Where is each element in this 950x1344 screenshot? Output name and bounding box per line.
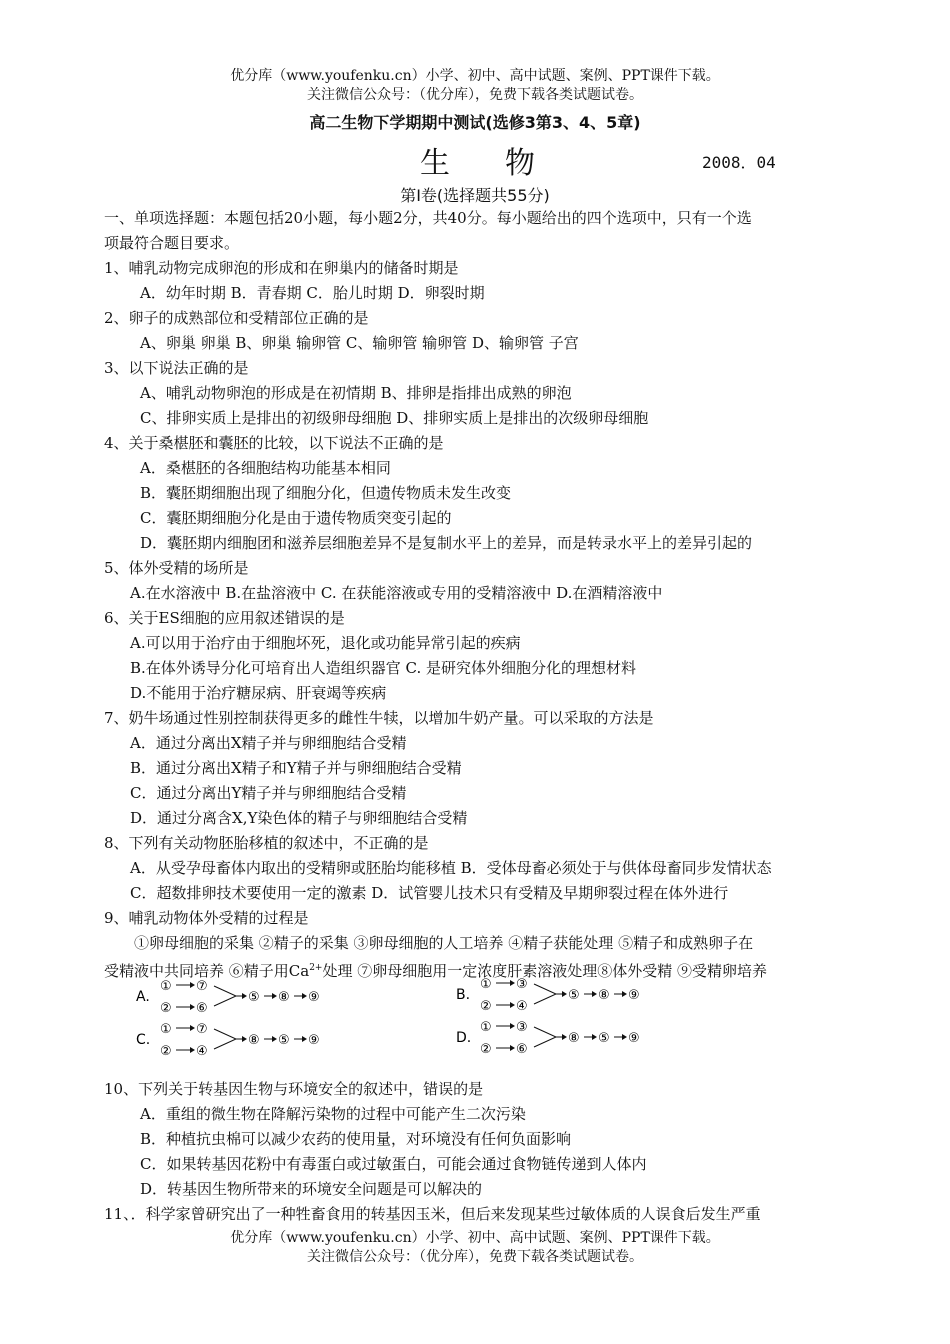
flow-node: ① bbox=[160, 979, 172, 994]
arrow-head bbox=[272, 993, 277, 999]
arrow-head bbox=[190, 982, 195, 988]
question-option: A、卵巢 卵巢 B、卵巢 输卵管 C、输卵管 输卵管 D、输卵管 子宫 bbox=[140, 334, 579, 352]
question-stem: 9、哺乳动物体外受精的过程是 bbox=[104, 909, 309, 927]
flow-node: ④ bbox=[516, 999, 528, 1014]
flow-node: ⑨ bbox=[308, 990, 320, 1005]
flow-node: ② bbox=[160, 1044, 172, 1059]
question-option: ①卵母细胞的采集 ②精子的采集 ③卵母细胞的人工培养 ④精子获能处理 ⑤精子和成熟卵子在 bbox=[134, 934, 754, 952]
question-stem: 8、下列有关动物胚胎移植的叙述中，不正确的是 bbox=[104, 834, 429, 852]
question-stem: 6、关于ES细胞的应用叙述错误的是 bbox=[104, 609, 345, 627]
question-option: A.可以用于治疗由于细胞坏死，退化或功能异常引起的疾病 bbox=[130, 634, 521, 652]
arrow-head bbox=[562, 991, 567, 997]
arrow-head bbox=[302, 993, 307, 999]
volume-title: 第Ⅰ卷(选择题共55分) bbox=[400, 186, 550, 205]
arrow-head bbox=[592, 1034, 597, 1040]
section-intro-line-1: 一、单项选择题：本题包括20小题，每小题2分，共40分。每小题给出的四个选项中，只有一个选 bbox=[104, 209, 752, 227]
question-option: A．通过分离出X精子并与卵细胞结合受精 bbox=[130, 734, 407, 752]
footer-line-1: 优分库（www.youfenku.cn）小学、初中、高中试题、案例、PPT课件下载。 bbox=[230, 1230, 720, 1246]
flow-node: ③ bbox=[516, 977, 528, 992]
question-option: D．囊胚期内细胞团和滋养层细胞差异不是复制水平上的差异，而是转录水平上的差异引起的 bbox=[140, 534, 753, 552]
arrow-head bbox=[510, 1023, 515, 1029]
question-option: A．从受孕母畜体内取出的受精卵或胚胎均能移植 B．受体母畜必须处于与供体母畜同步发情状态 bbox=[130, 859, 772, 877]
flow-diagram bbox=[132, 978, 332, 1020]
flow-node: ① bbox=[160, 1022, 172, 1037]
flow-node: ⑨ bbox=[628, 988, 640, 1003]
flow-node: ① bbox=[480, 977, 492, 992]
flow-node: ⑥ bbox=[516, 1042, 528, 1057]
question-option: D.不能用于治疗糖尿病、肝衰竭等疾病 bbox=[130, 684, 387, 702]
flow-diagram bbox=[452, 976, 652, 1018]
superscript: 2+ bbox=[309, 963, 323, 973]
question-option: B．通过分离出X精子和Y精子并与卵细胞结合受精 bbox=[130, 759, 462, 777]
option-text: 处理 ⑦卵母细胞用一定浓度肝素溶液处理⑧体外受精 ⑨受精卵培养 bbox=[322, 962, 768, 980]
question-option: A.在水溶液中 B.在盐溶液中 C. 在获能溶液或专用的受精溶液中 D.在酒精溶液中 bbox=[130, 584, 663, 602]
arrow-head bbox=[622, 1034, 627, 1040]
flow-node: ⑧ bbox=[568, 1031, 580, 1046]
question-option: C．通过分离出Y精子并与卵细胞结合受精 bbox=[130, 784, 407, 802]
question-stem: 3、以下说法正确的是 bbox=[104, 359, 249, 377]
question-stem: 4、关于桑椹胚和囊胚的比较，以下说法不正确的是 bbox=[104, 434, 444, 452]
question-stem: 10、下列关于转基因生物与环境安全的叙述中，错误的是 bbox=[104, 1080, 484, 1098]
question-option: D．转基因生物所带来的环境安全问题是可以解决的 bbox=[140, 1180, 483, 1198]
arrow-head bbox=[190, 1047, 195, 1053]
question-option: C、排卵实质上是排出的初级卵母细胞 D、排卵实质上是排出的次级卵母细胞 bbox=[140, 409, 649, 427]
arrow-head bbox=[562, 1034, 567, 1040]
question-stem: 1、哺乳动物完成卵泡的形成和在卵巢内的储备时期是 bbox=[104, 259, 459, 277]
question-option: A、哺乳动物卵泡的形成是在初情期 B、排卵是指排出成熟的卵泡 bbox=[140, 384, 572, 402]
flow-node: ① bbox=[480, 1020, 492, 1035]
question-option: D．通过分离含X,Y染色体的精子与卵细胞结合受精 bbox=[130, 809, 468, 827]
question-stem: 11、．科学家曾研究出了一种牲畜食用的转基因玉米，但后来发现某些过敏体质的人误食后发生严重 bbox=[104, 1205, 761, 1223]
flow-node: ⑧ bbox=[248, 1033, 260, 1048]
flow-node: ⑥ bbox=[196, 1001, 208, 1016]
q9-diagram-b bbox=[452, 976, 652, 1023]
diagram-label: B. bbox=[456, 987, 471, 1003]
subject-row bbox=[0, 138, 950, 181]
flow-node: ② bbox=[480, 1042, 492, 1057]
flow-node: ⑦ bbox=[196, 979, 208, 994]
footer-line-2: 关注微信公众号：（优分库），免费下载各类试题试卷。 bbox=[307, 1249, 643, 1265]
arrow-head bbox=[242, 993, 247, 999]
arrow-head bbox=[510, 980, 515, 986]
flow-node: ⑦ bbox=[196, 1022, 208, 1037]
section-intro-line-2: 项最符合题目要求。 bbox=[104, 234, 240, 252]
flow-node: ② bbox=[480, 999, 492, 1014]
question-stem: 2、卵子的成熟部位和受精部位正确的是 bbox=[104, 309, 369, 327]
arrow-head bbox=[272, 1036, 277, 1042]
flow-node: ⑧ bbox=[278, 990, 290, 1005]
exam-date: 2008．04 bbox=[702, 153, 776, 172]
merge-bracket bbox=[214, 1029, 236, 1049]
arrow-head bbox=[510, 1045, 515, 1051]
q9-diagram-d bbox=[452, 1019, 652, 1066]
question-stem: 5、体外受精的场所是 bbox=[104, 559, 249, 577]
option-text: 受精液中共同培养 ⑥精子用Ca bbox=[104, 962, 310, 980]
arrow-head bbox=[510, 1002, 515, 1008]
question-option: C．如果转基因花粉中有毒蛋白或过敏蛋白，可能会通过食物链传递到人体内 bbox=[140, 1155, 647, 1173]
flow-diagram bbox=[132, 1021, 332, 1063]
exam-title: 高二生物下学期期中测试(选修3第3、4、5章) bbox=[309, 113, 641, 132]
question-option: A．重组的微生物在降解污染物的过程中可能产生二次污染 bbox=[140, 1105, 526, 1123]
flow-node: ④ bbox=[196, 1044, 208, 1059]
flow-node: ⑧ bbox=[598, 988, 610, 1003]
q9-diagram-c bbox=[132, 1021, 332, 1068]
merge-bracket bbox=[534, 1027, 556, 1047]
flow-node: ⑤ bbox=[598, 1031, 610, 1046]
question-option: B．囊胚期细胞出现了细胞分化，但遗传物质未发生改变 bbox=[140, 484, 512, 502]
arrow-head bbox=[190, 1004, 195, 1010]
question-option: B．种植抗虫棉可以减少农药的使用量，对环境没有任何负面影响 bbox=[140, 1130, 572, 1148]
header-line-1: 优分库（www.youfenku.cn）小学、初中、高中试题、案例、PPT课件下载。 bbox=[230, 68, 720, 84]
merge-bracket bbox=[214, 986, 236, 1006]
question-option bbox=[104, 959, 767, 980]
question-option: B.在体外诱导分化可培育出人造组织器官 C. 是研究体外细胞分化的理想材料 bbox=[130, 659, 637, 677]
subject-char-2: 物 bbox=[505, 146, 535, 181]
flow-node: ⑤ bbox=[278, 1033, 290, 1048]
flow-node: ⑤ bbox=[248, 990, 260, 1005]
diagram-label: C. bbox=[136, 1032, 151, 1048]
question-option: C．囊胚期细胞分化是由于遗传物质突变引起的 bbox=[140, 509, 452, 527]
diagram-label: D. bbox=[456, 1030, 472, 1046]
arrow-head bbox=[302, 1036, 307, 1042]
flow-diagram bbox=[452, 1019, 652, 1061]
flow-node: ⑨ bbox=[628, 1031, 640, 1046]
merge-bracket bbox=[534, 984, 556, 1004]
question-option: C．超数排卵技术要使用一定的激素 D．试管婴儿技术只有受精及早期卵裂过程在体外进行 bbox=[130, 884, 729, 902]
flow-node: ⑤ bbox=[568, 988, 580, 1003]
flow-node: ② bbox=[160, 1001, 172, 1016]
arrow-head bbox=[622, 991, 627, 997]
arrow-head bbox=[592, 991, 597, 997]
header-line-2: 关注微信公众号：（优分库），免费下载各类试题试卷。 bbox=[307, 87, 643, 103]
question-stem: 7、奶牛场通过性别控制获得更多的雌性牛犊，以增加牛奶产量。可以采取的方法是 bbox=[104, 709, 654, 727]
question-option: A．桑椹胚的各细胞结构功能基本相同 bbox=[140, 459, 391, 477]
q9-diagram-a bbox=[132, 978, 332, 1025]
arrow-head bbox=[190, 1025, 195, 1031]
diagram-label: A. bbox=[136, 989, 150, 1005]
arrow-head bbox=[242, 1036, 247, 1042]
flow-node: ③ bbox=[516, 1020, 528, 1035]
flow-node: ⑨ bbox=[308, 1033, 320, 1048]
subject-char-1: 生 bbox=[420, 146, 452, 181]
question-option: A．幼年时期 B．青春期 C．胎儿时期 D．卵裂时期 bbox=[140, 284, 485, 302]
